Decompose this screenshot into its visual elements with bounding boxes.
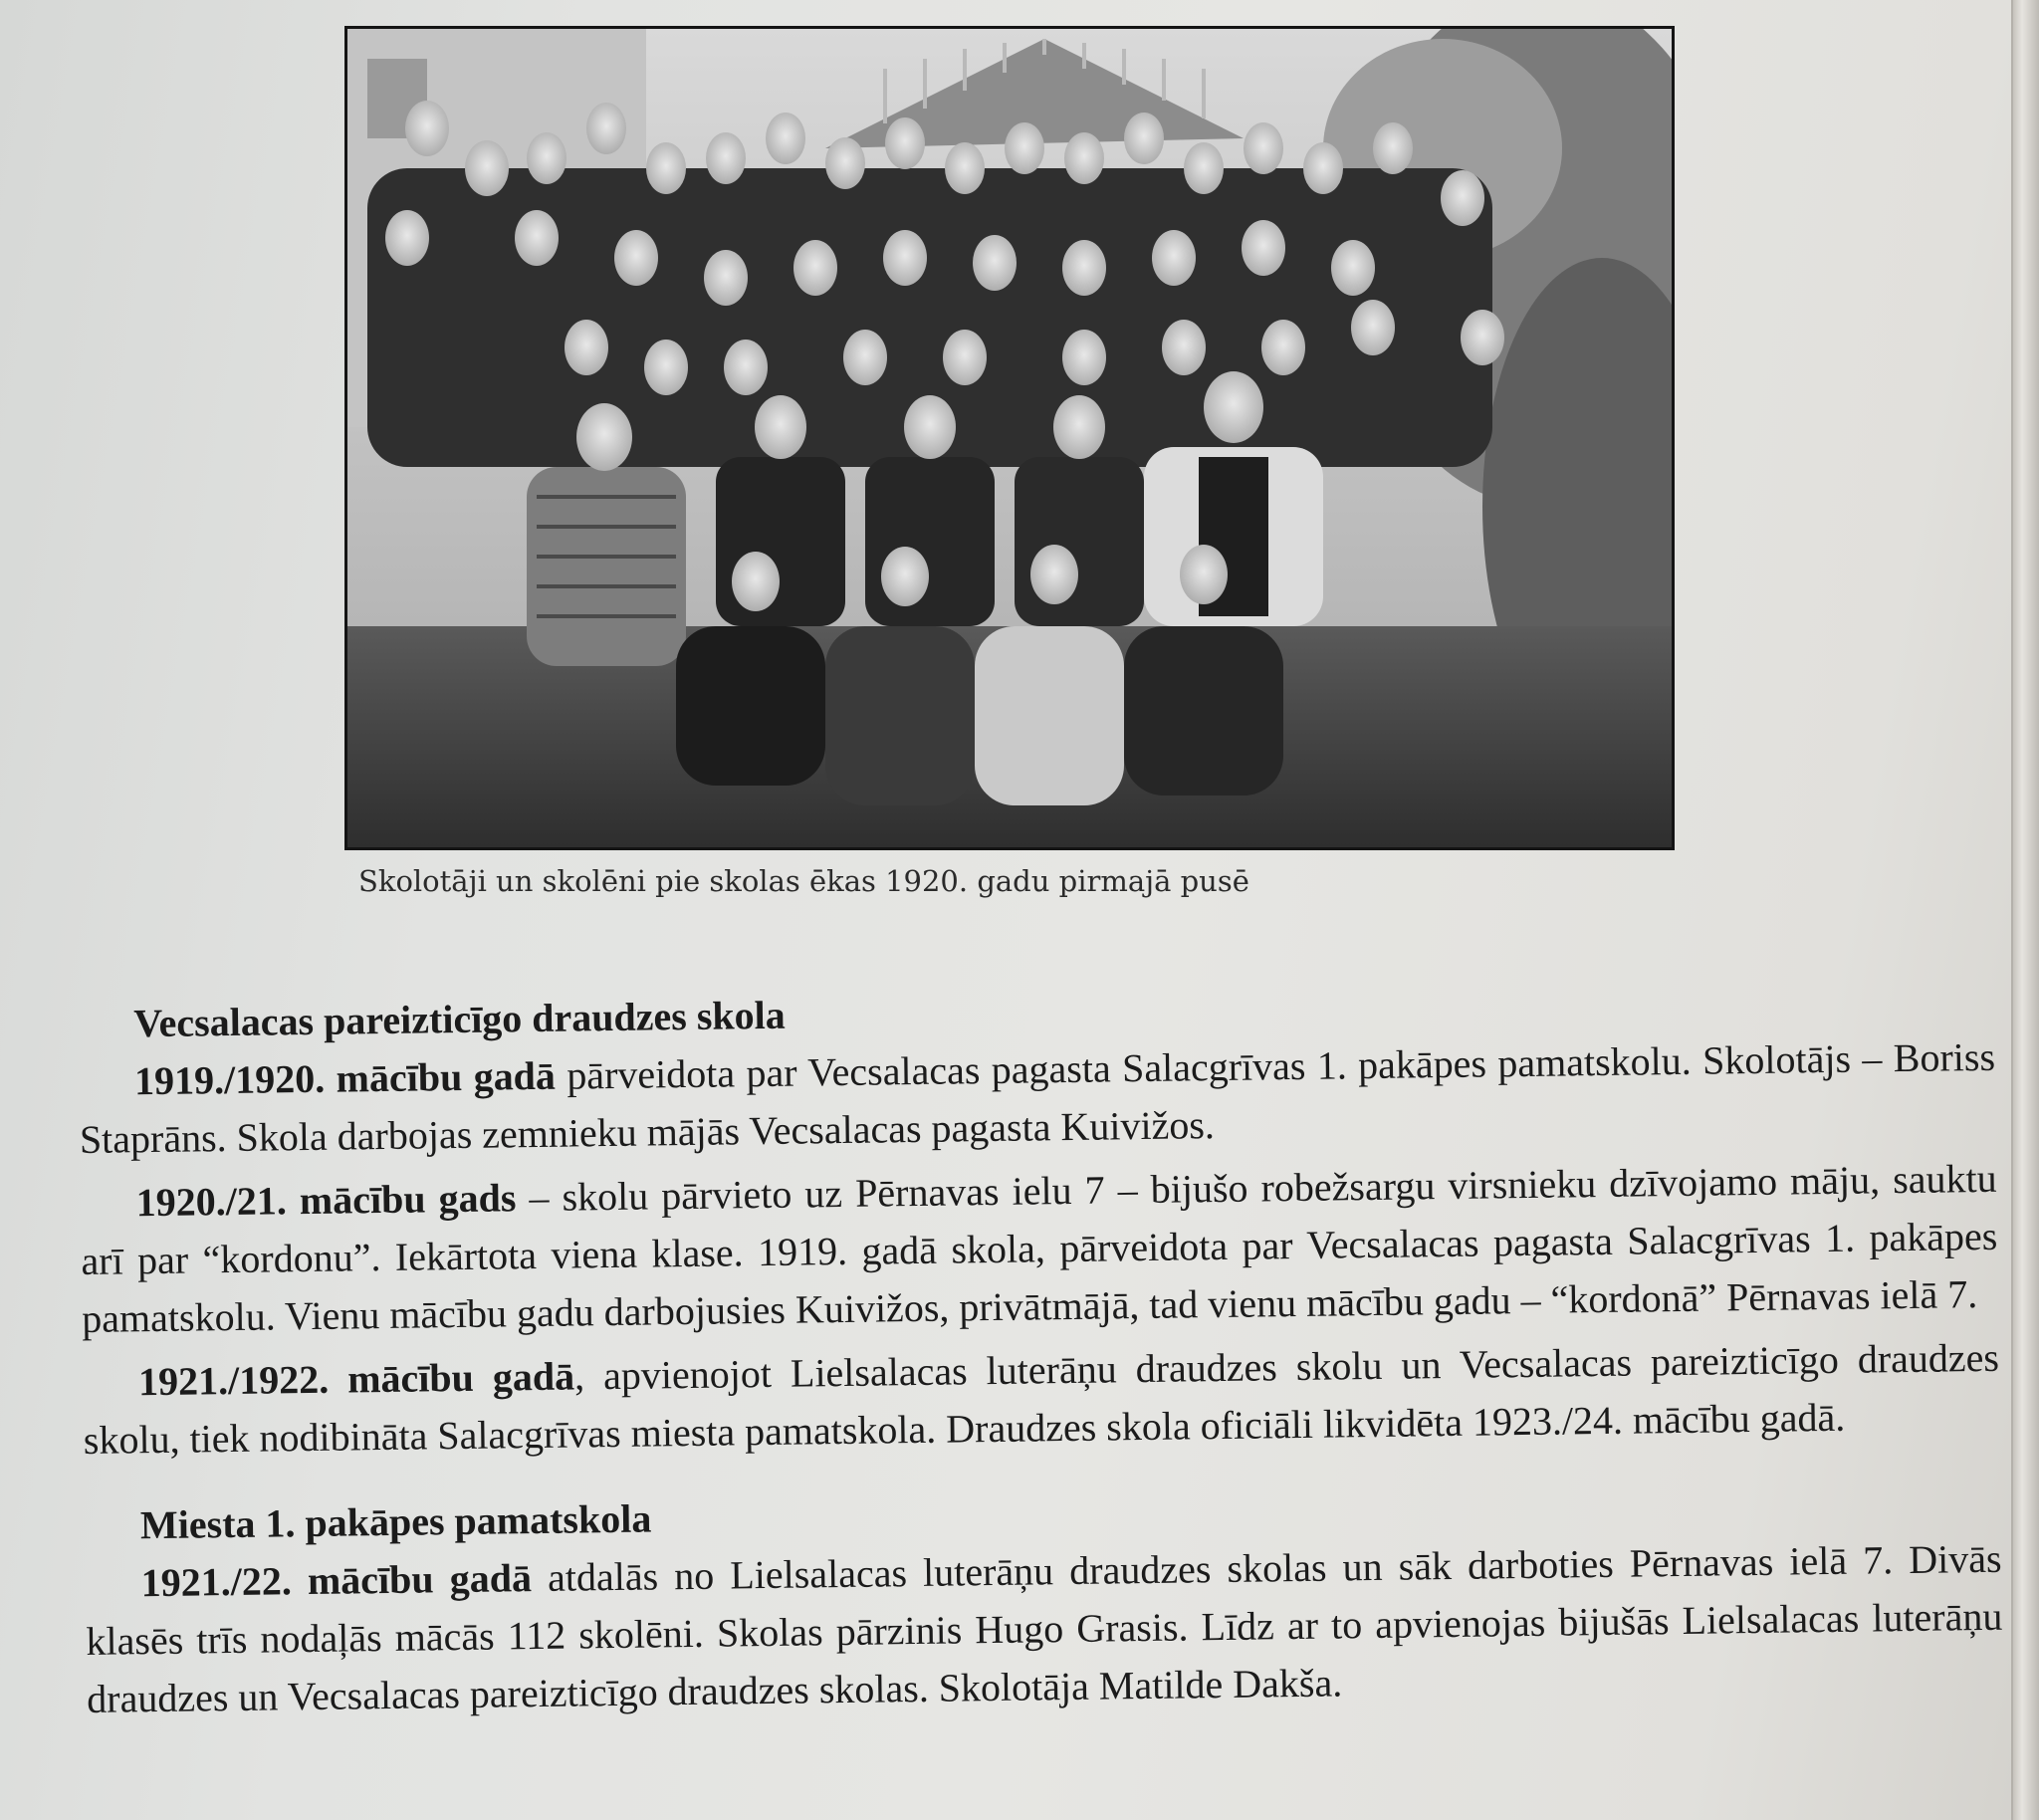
paragraph-lead: 1921./1922. mācību gadā [137, 1353, 575, 1405]
paragraph-lead: 1921./22. mācību gadā [140, 1555, 533, 1606]
section-heading: Vecsalacas pareizticīgo draudzes skola [133, 992, 787, 1046]
group-photograph [344, 26, 1675, 850]
paragraph [80, 1150, 1998, 1348]
section-heading: Miesta 1. pakāpes pamatskola [139, 1495, 652, 1548]
paragraph [79, 1028, 1996, 1169]
paragraph-text: atdalās no Lielsalacas luterāņu draudzes skolas un sāk darboties Pērnavas ielā 7. Divās klasēs trīs nodaļās mācās 112 skolēni. Skolas pārzinis Hugo Grasis. Līdz ar to apvienojas bijušās Lielsalacas luterāņu draudzes un Vecsalacas pareizticīgo draudzes skolas. Skolotāja Matilde Dakša. [86, 1535, 2003, 1721]
body-text [78, 971, 2004, 1734]
page-edge [2011, 0, 2039, 1820]
paragraph-text: – skolu pārvieto uz Pērnavas ielu 7 – bijušo robežsargu virsnieku dzīvojamo māju, sauktu arī par “kordonu”. Iekārtota viena klase. 1919. gadā skola, pārveidota par Vecsalacas pagasta Salacgrīvas 1. pakāpes pamatskolu. Vienu mācību gadu darbojusies Kuivižos, privātmājā, tad vienu mācību gadu – “kordonā” Pērnavas ielā 7. [81, 1155, 1998, 1341]
paragraph-text: , apvienojot Lielsalacas luterāņu draudzes skolu un Vecsalacas pareizticīgo draudzes skolu, tiek nodibināta Salacgrīvas miesta pamatskola. Draudzes skola oficiāli likvidēta 1923./24. mācību gadā. [83, 1334, 2000, 1463]
photo-caption: Skolotāji un skolēni pie skolas ēkas 1920. gadu pirmajā pusē [358, 864, 1249, 898]
paragraph [83, 1329, 2000, 1470]
paragraph-lead: 1920./21. mācību gads [135, 1175, 517, 1226]
paragraph [85, 1530, 2003, 1728]
paragraph-text: pārveidota par Vecsalacas pagasta Salacgrīvas 1. pakāpes pamatskolu. Skolotājs – Boriss Staprāns. Skola darbojas zemnieku mājās Vecsalacas pagasta Kuivižos. [79, 1033, 1996, 1162]
photo-illustration [347, 29, 1672, 847]
paragraph-lead: 1919./1920. mācību gadā [133, 1052, 557, 1104]
